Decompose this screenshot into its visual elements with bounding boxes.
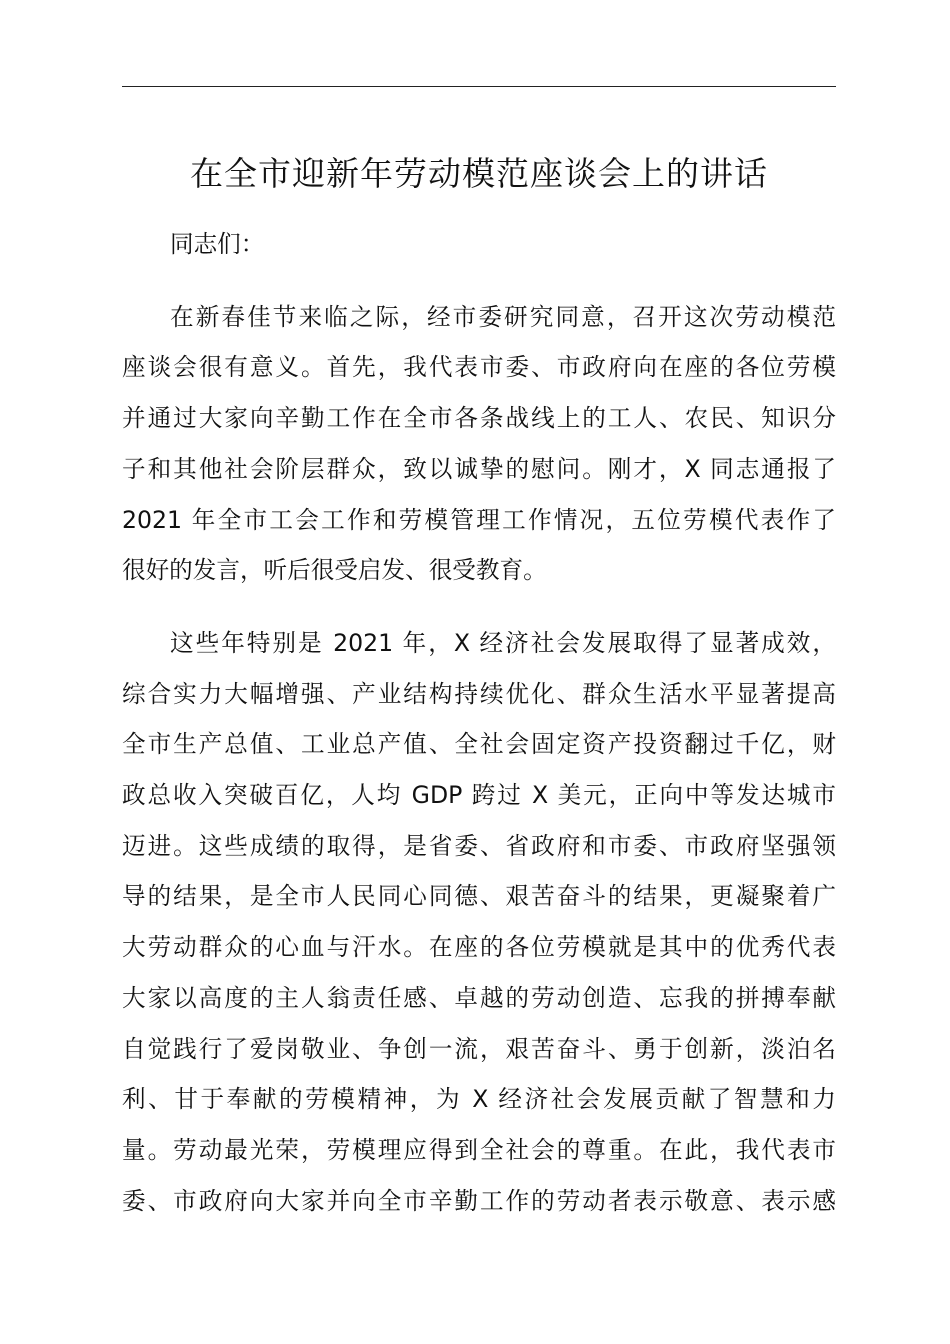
paragraph-1 (122, 292, 836, 596)
header-rule (122, 86, 836, 87)
paragraph-2 (122, 618, 836, 1226)
paragraph-line: 自觉践行了爱岗敬业、争创一流，艰苦奋斗、勇于创新，淡泊名 (122, 1034, 836, 1063)
paragraph-line: 全市生产总值、工业总产值、全社会固定资产投资翻过千亿，财 (122, 730, 836, 759)
paragraph-line: 政总收入突破百亿，人均 GDP 跨过 X 美元，正向中等发达城市 (122, 781, 836, 810)
paragraph-line: 导的结果，是全市人民同心同德、艰苦奋斗的结果，更凝聚着广 (122, 882, 836, 911)
paragraph-line: 利、甘于奉献的劳模精神，为 X 经济社会发展贡献了智慧和力 (122, 1085, 836, 1114)
paragraph-line: 大劳动群众的心血与汗水。在座的各位劳模就是其中的优秀代表 (122, 933, 836, 962)
paragraph-line: 委、市政府向大家并向全市辛勤工作的劳动者表示敬意、表示感 (122, 1186, 836, 1215)
paragraph-line: 大家以高度的主人翁责任感、卓越的劳动创造、忘我的拼搏奉献 (122, 983, 836, 1012)
paragraph-line: 很好的发言，听后很受启发、很受教育。 (122, 556, 547, 585)
paragraph-line: 量。劳动最光荣，劳模理应得到全社会的尊重。在此，我代表市 (122, 1135, 836, 1164)
paragraph-line: 综合实力大幅增强、产业结构持续优化、群众生活水平显著提高 (122, 679, 836, 708)
page-title: 在全市迎新年劳动模范座谈会上的讲话 (190, 154, 768, 193)
paragraph-line: 这些年特别是 2021 年，X 经济社会发展取得了显著成效， (170, 628, 836, 657)
paragraph-line: 子和其他社会阶层群众，致以诚挚的慰问。刚才，X 同志通报了 (122, 454, 836, 483)
paragraph-line: 在新春佳节来临之际，经市委研究同意，召开这次劳动模范 (170, 302, 836, 331)
paragraph-line: 并通过大家向辛勤工作在全市各条战线上的工人、农民、知识分 (122, 404, 836, 433)
body-text (122, 219, 836, 1226)
salutation: 同志们： (170, 230, 265, 258)
paragraph-line: 座谈会很有意义。首先，我代表市委、市政府向在座的各位劳模 (122, 353, 836, 382)
paragraph-line: 2021 年全市工会工作和劳模管理工作情况，五位劳模代表作了 (122, 505, 836, 534)
paragraph-line: 迈进。这些成绩的取得，是省委、省政府和市委、市政府坚强领 (122, 831, 836, 860)
